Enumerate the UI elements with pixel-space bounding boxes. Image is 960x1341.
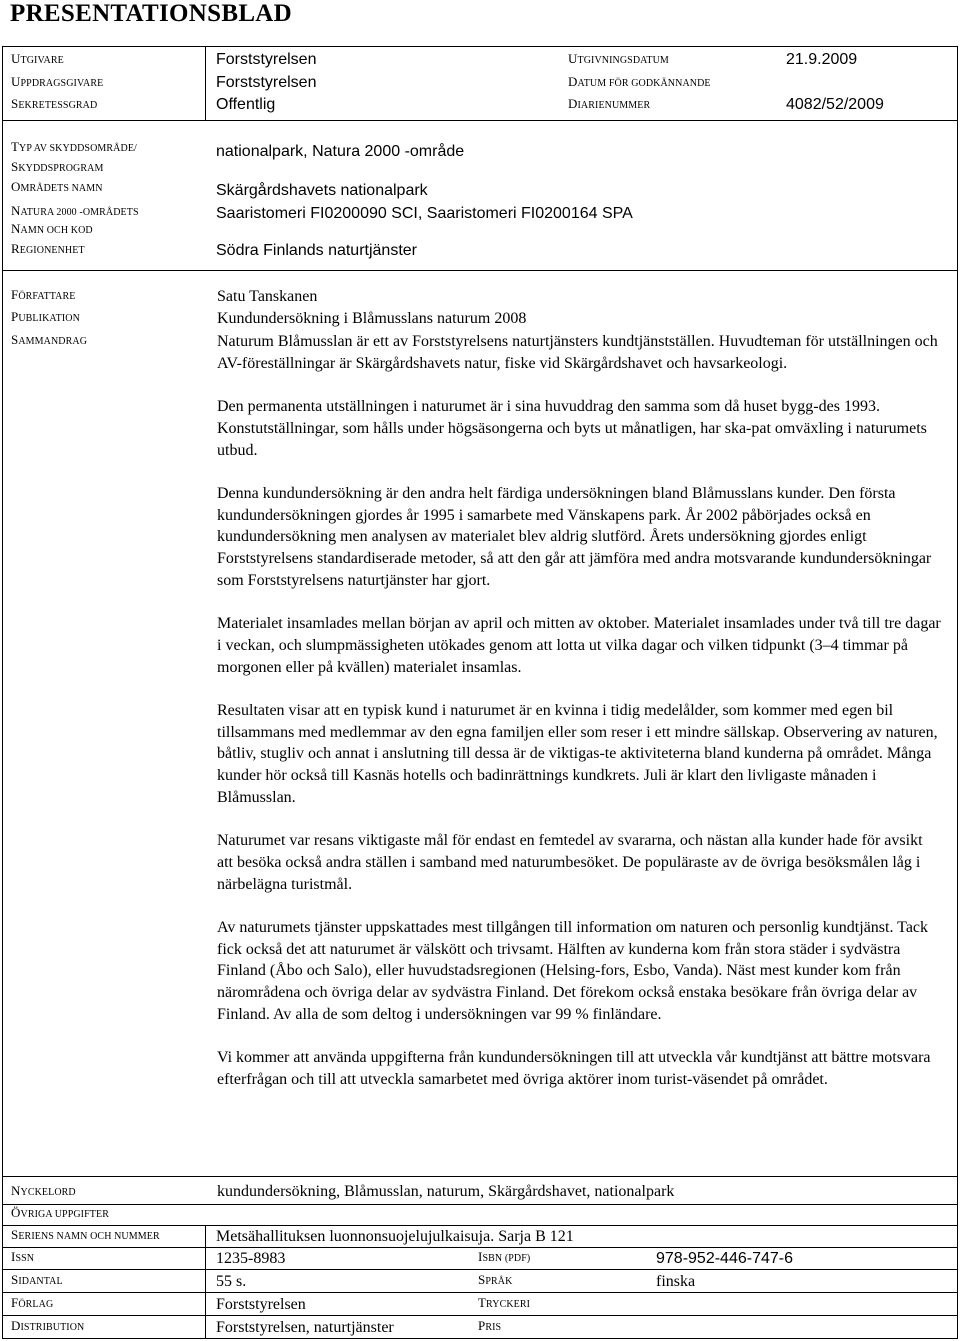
isbn-label: [478, 1250, 530, 1266]
abstract-paragraph: Materialet insamlades mellan början av april och mitten av oktober. Materialet insamlades under två till tre dagar i veckan, och slumpmässigheten utökades genom att lotta ut vilka dagar och vilken tidpunkt (3–4 timmar på morgonen eller på kvällen) materialet insamlas.: [217, 615, 941, 676]
distribution-value: Forststyrelsen, naturtjänster: [216, 1319, 394, 1336]
distribution-label: DISTRIBUTION: [11, 1318, 85, 1333]
rule-footer-6: [2, 1315, 958, 1316]
natura-label-2: NAMN OCH KOD: [11, 221, 93, 236]
uppdragsgivare-label: UPPDRAGSGIVARE: [11, 74, 104, 89]
rule-abstract-bottom: [2, 1176, 958, 1177]
rule-header-bottom: [2, 120, 958, 121]
serie-label: SERIENS NAMN OCH NUMMER: [11, 1227, 160, 1242]
sekretessgrad-value: Offentlig: [216, 96, 276, 113]
rule-bottom: [2, 1338, 958, 1339]
abstract-paragraph: Av naturumets tjänster uppskattades mest tillgången till information om naturen och personlig kundtjänst. Tack fick också det att naturumet är välskött och trivsamt. Hälften av kunderna kom från stora städer i sydvästra Finland (Åbo och Salo), eller huvudstadsregionen (Helsing-fors, Esbo, Vanda). Näst mest kunder kom från närområdena och övriga delar av sydvästra Finland. Det förekom också enstaka besökare från övriga delar av Finland. Av alla de som deltog i undersökningen var 99 % finländare.: [217, 918, 929, 1023]
rule-left: [2, 46, 3, 1338]
rule-footer-3: [2, 1247, 958, 1248]
sidantal-label: SIDANTAL: [11, 1272, 63, 1287]
abstract-paragraph: Den permanenta utställningen i naturumet är i sina huvuddrag den samma som då huset bygg-des 1993. Konstutställningar, som hålls under högsäsongerna och byts ut månatligen, har ska-pat omväxling i naturumets utbud.: [217, 398, 927, 459]
omrade-namn-label: OMRÅDETS NAMN: [11, 179, 103, 194]
pris-label: PRIS: [478, 1318, 502, 1333]
rule-right: [957, 46, 958, 1338]
tryckeri-label: TRYCKERI: [478, 1295, 531, 1310]
rule-footer-4: [2, 1269, 958, 1270]
utgivningsdatum-label: UTGIVNINGSDATUM: [568, 51, 669, 66]
isbn-suffix: (PDF): [504, 1253, 531, 1264]
sekretessgrad-label: SEKRETESSGRAD: [11, 96, 98, 111]
forlag-label: FÖRLAG: [11, 1295, 54, 1310]
typ-label-1: TYP AV SKYDDSOMRÅDE/: [11, 139, 137, 154]
natura-label-1: NATURA 2000 -OMRÅDETS: [11, 203, 139, 218]
nyckelord-value: kundundersökning, Blåmusslan, naturum, Skärgårdshavet, nationalpark: [217, 1183, 675, 1200]
omrade-namn-value: Skärgårdshavets nationalpark: [216, 182, 428, 199]
rule-top: [2, 46, 958, 47]
sammandrag-label: SAMMANDRAG: [11, 332, 88, 347]
forfattare-label: FÖRFATTARE: [11, 287, 76, 302]
serie-value: Metsähallituksen luonnonsuojelujulkaisuja. Sarja B 121: [216, 1228, 574, 1245]
isbn-value: 978-952-446-747-6: [656, 1250, 793, 1267]
rule-footer-1: [2, 1204, 958, 1205]
issn-value: 1235-8983: [216, 1250, 286, 1267]
rule-col-bottom: [205, 1225, 206, 1338]
typ-label-2: SKYDDSPROGRAM: [11, 159, 104, 174]
abstract-paragraph: Naturum Blåmusslan är ett av Forststyrelsens naturtjänsters kundtjänstställen. Huvudteman för utställningen och AV-föreställningar är Skärgårdshavets natur, fiske vid Skärgårdshavet och havsarkeologi.: [217, 333, 938, 372]
rule-area-bottom: [2, 270, 958, 271]
diarienummer-value: 4082/52/2009: [786, 96, 884, 113]
regionenhet-value: Södra Finlands naturtjänster: [216, 242, 417, 259]
forfattare-value: Satu Tanskanen: [217, 288, 318, 305]
uppdragsgivare-value: Forststyrelsen: [216, 74, 317, 91]
utgivare-value: Forststyrelsen: [216, 51, 317, 68]
abstract-paragraph: Vi kommer att använda uppgifterna från kundundersökningen till att utveckla vår kundtjänst att bättre motsvara efterfrågan och till att utveckla samarbetet med övriga aktörer inom turist-väsendet på området.: [217, 1049, 931, 1088]
ovriga-uppgifter-label: ÖVRIGA UPPGIFTER: [11, 1205, 109, 1220]
publikation-value: Kundundersökning i Blåmusslans naturum 2008: [217, 310, 527, 327]
abstract-text: [217, 331, 942, 1112]
natura-value: Saaristomeri FI0200090 SCI, Saaristomeri FI0200164 SPA: [216, 205, 633, 222]
isbn-label-text: ISBN: [478, 1249, 503, 1264]
nyckelord-label: NYCKELORD: [11, 1183, 76, 1198]
abstract-paragraph: Resultaten visar att en typisk kund i naturumet är en kvinna i tidig medelålder, som kommer med egen bil tillsammans med medlemmar av den egna familjen eller som reser i ett mindre sällskap. Observering av naturen, båtliv, stugliv och annat i anslutning till dessa är de viktigas-te aktiviteterna bland kunderna på området. Många kunder hör också till Kasnäs hotells och badinrättnings kundkrets. Juli är klart den livligaste månaden i Blåmusslan.: [217, 701, 938, 806]
regionenhet-label: REGIONENHET: [11, 241, 85, 256]
sprak-value: finska: [656, 1273, 696, 1290]
issn-label: ISSN: [11, 1249, 35, 1264]
publikation-label: PUBLIKATION: [11, 309, 80, 324]
abstract-paragraph: Naturumet var resans viktigaste mål för endast en femtedel av svararna, och nästan alla kunder hade för avsikt att besöka också andra ställen i samband med naturumbesöket. De populäraste av de övriga besöksmålen låg i närbelägna turistmål.: [217, 832, 923, 893]
datum-godkannande-label: DATUM FÖR GODKÄNNANDE: [568, 74, 711, 89]
rule-footer-5: [2, 1292, 958, 1293]
utgivare-label: UTGIVARE: [11, 51, 64, 66]
rule-col-top: [205, 46, 206, 120]
diarienummer-label: DIARIENUMMER: [568, 96, 651, 111]
utgivningsdatum-value: 21.9.2009: [786, 51, 858, 68]
rule-footer-2: [2, 1225, 958, 1226]
abstract-paragraph: Denna kundundersökning är den andra helt färdiga undersökningen bland Blåmusslans kunder. Den första kundundersökningen gjordes år 1995 i samarbete med Vänskapens park. År 2002 påbörjades också en kundundersökning men analysen av materialet blev aldrig slutförd. Årets undersökning gjordes enligt Forststyrelsens standardiserade metoder, så att den går att jämföra med andra motsvarande kundundersökningar som Forststyrelsens naturtjänster har gjort.: [217, 484, 932, 589]
page-title: PRESENTATIONSBLAD: [10, 0, 293, 27]
forlag-value: Forststyrelsen: [216, 1296, 306, 1313]
typ-value: nationalpark, Natura 2000 -område: [216, 143, 465, 160]
sprak-label: SPRÅK: [478, 1272, 513, 1287]
sidantal-value: 55 s.: [216, 1273, 247, 1290]
